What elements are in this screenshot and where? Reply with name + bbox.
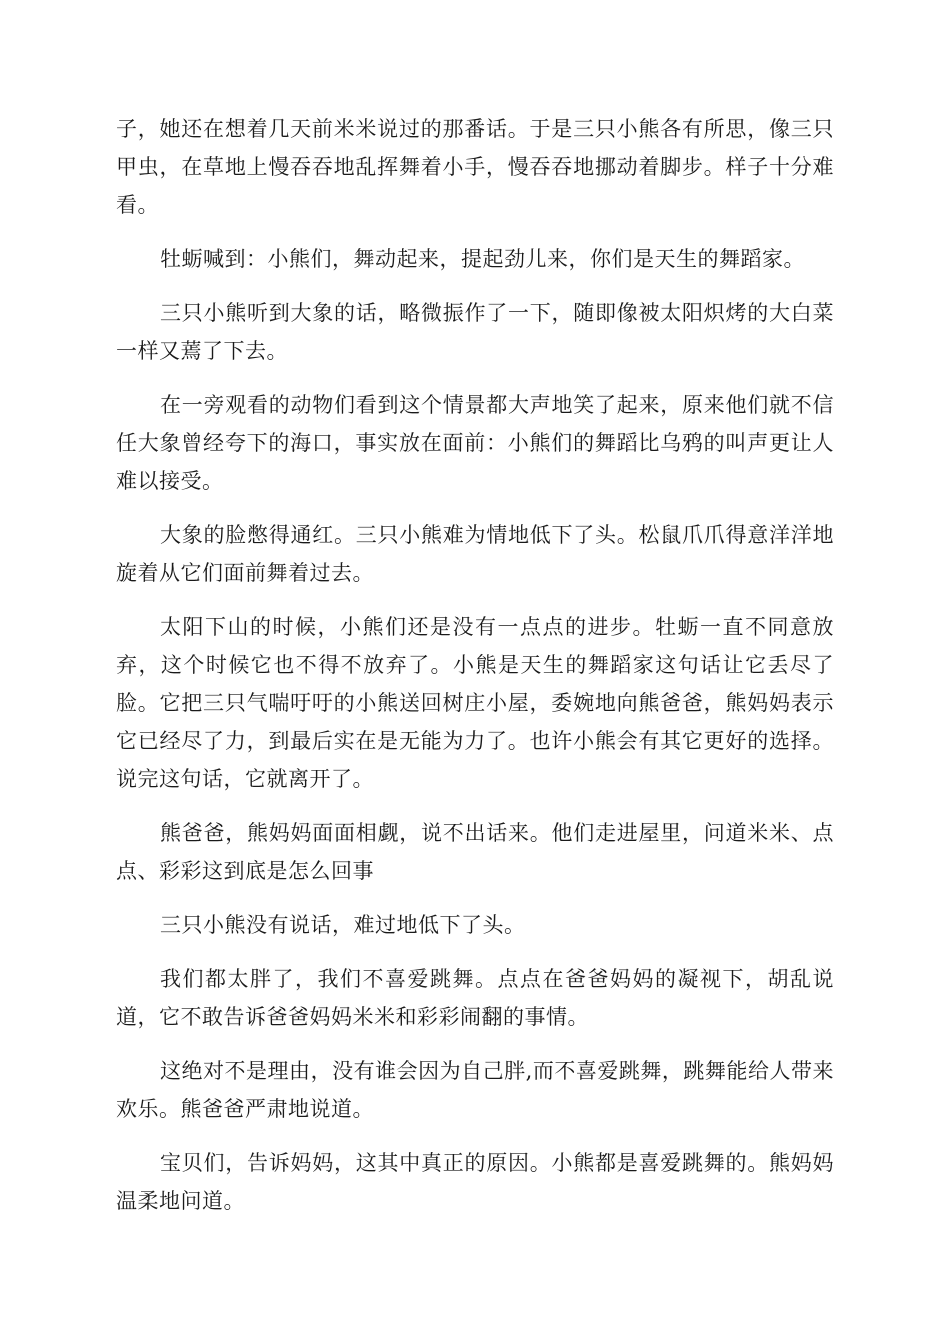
paragraph-8: 三只小熊没有说话，难过地低下了头。 <box>160 913 526 937</box>
paragraph-9: 我们都太胖了，我们不喜爱跳舞。点点在爸爸妈妈的凝视下，胡乱说道，它不敢告诉爸爸妈妈米米和彩彩闹翻的事情。 <box>116 967 834 1029</box>
story-text <box>116 110 834 1236</box>
paragraph-4: 在一旁观看的动物们看到这个情景都大声地笑了起来，原来他们就不信任大象曾经夸下的海口，事实放在面前：小熊们的舞蹈比乌鸦的叫声更让人难以接受。 <box>116 393 834 493</box>
paragraph-3: 三只小熊听到大象的话，略微振作了一下，随即像被太阳炽烤的大白菜一样又蔫了下去。 <box>116 301 834 363</box>
paragraph-6: 太阳下山的时候，小熊们还是没有一点点的进步。牡蛎一直不同意放弃，这个时候它也不得不放弃了。小熊是天生的舞蹈家这句话让它丢尽了脸。它把三只气喘吁吁的小熊送回树庄小屋，委婉地向熊爸爸，熊妈妈表示它已经尽了力，到最后实在是无能为力了。也许小熊会有其它更好的选择。说完这句话，它就离开了。 <box>116 615 834 791</box>
paragraph-11: 宝贝们，告诉妈妈，这其中真正的原因。小熊都是喜爱跳舞的。熊妈妈温柔地问道。 <box>116 1151 834 1213</box>
paragraph-1: 子，她还在想着几天前米米说过的那番话。于是三只小熊各有所思，像三只甲虫，在草地上慢吞吞地乱挥舞着小手，慢吞吞地挪动着脚步。样子十分难看。 <box>116 117 834 217</box>
paragraph-2: 牡蛎喊到：小熊们，舞动起来，提起劲儿来，你们是天生的舞蹈家。 <box>160 247 805 271</box>
paragraph-7: 熊爸爸，熊妈妈面面相觑，说不出话来。他们走进屋里，问道米米、点点、彩彩这到底是怎么回事 <box>116 821 834 883</box>
paragraph-10: 这绝对不是理由，没有谁会因为自己胖,而不喜爱跳舞，跳舞能给人带来欢乐。熊爸爸严肃地说道。 <box>116 1059 834 1121</box>
paragraph-5: 大象的脸憋得通红。三只小熊难为情地低下了头。松鼠爪爪得意洋洋地旋着从它们面前舞着过去。 <box>116 523 834 585</box>
